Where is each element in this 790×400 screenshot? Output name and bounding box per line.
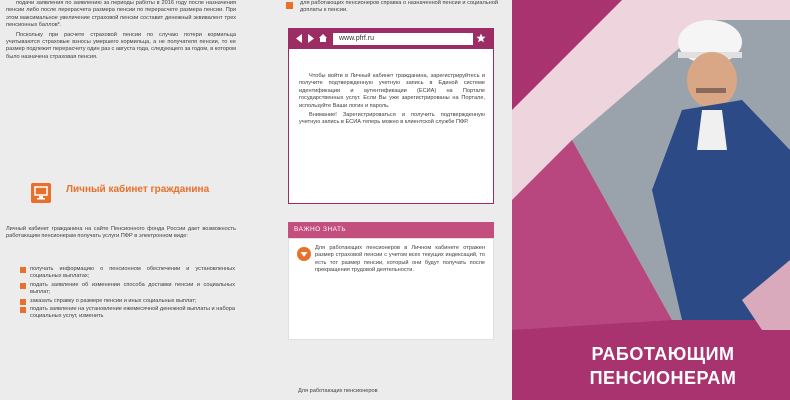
list-item-text: заказать справку о размере пенсии и иных социальных выплат; [30,297,197,304]
web-paragraph-1: Чтобы войти в Личный кабинет гражданина, зарегистрируйтесь и получите подтвержденную учетную запись в Единой системе идентификации и аутентификации (ЕСИА) на Портале государственных услуг. Если Вы уже зарегистрированы на Портале, используйте Ваши логин и пароль. [299,73,485,109]
url-field: www.pfrf.ru [333,33,473,45]
important-heading: ВАЖНО ЗНАТЬ [288,222,494,238]
personal-cabinet-icon [30,182,52,204]
intro-paragraph-1: подачи заявления по заявлению за периоды работы в 2016 году после назначения пенсии либо после перерасчета размера пенсии по перерасчете размера пенсии. При этом максимальное увеличение страховой пенсии составит денежный эквивалент трех пенсионных баллов*. [6,0,236,29]
back-arrow-icon [295,34,304,43]
section-paragraph: Личный кабинет гражданина на сайте Пенсионного фонда России дает возможность работающим пенсионерам получать услуги ПФР в электронном виде: [6,226,236,240]
important-text: Для работающих пенсионеров в Личном кабинете отражен размер страховой пенсии с учетом всех текущих индексаций, то есть тот размер пенсии, который они будут получать после прекращения трудовой деятельности. [315,245,485,274]
list-item [30,298,235,305]
bullet-icon [20,267,26,273]
cover-title-line-1: РАБОТАЮЩИМ [591,344,735,364]
web-paragraph-2: Внимание! Зарегистрироваться и получить подтвержденную учетную запись в ЕСИА теперь можно в клиентской службе ПФР. [299,112,485,126]
browser-content [299,73,485,129]
left-column [0,0,250,400]
list-item [30,306,235,321]
arrow-down-icon [297,247,311,261]
browser-window [288,28,494,204]
list-item-text: подать заявление об изменении способа доставки пенсии и социальных выплат; [30,281,235,296]
bottom-text: Для работающих пенсионеров [298,388,378,394]
top-note [288,0,498,15]
cover-artwork [512,0,790,400]
cover-title-line-2: ПЕНСИОНЕРАМ [589,368,737,388]
browser-toolbar [289,29,493,49]
bullet-icon [20,283,26,289]
intro-paragraph-2: Поскольку при расчете страховой пенсии по случаю потери кормильца учитываются страховые взносы умершего кормильца, а не получателя пенсии, то ее размер подлежит перерасчету один раз с августа года, следующего за годом, в котором было назначена страховая пенсия. [6,31,236,60]
bullet-icon [20,299,26,305]
intro-text [6,0,236,63]
services-list [30,266,235,322]
top-note-text: для работающих пенсионеров справка о назначенной пенсии и социальной доплаты к пенсии. [300,0,498,14]
star-icon [476,33,486,43]
list-item-text: подать заявление на установление ежемесячной денежной выплаты и набора социальных услуг, изменить [30,306,235,320]
important-box [288,238,494,340]
right-column [512,0,790,400]
list-item [30,282,235,297]
list-item [30,266,235,281]
forward-arrow-icon [306,34,315,43]
cover-title [548,342,778,390]
middle-column [258,0,510,400]
home-icon [318,33,328,43]
bullet-icon [20,307,26,313]
list-item-text: получать информацию о пенсионном обеспечении и установленных социальных выплатах; [30,266,235,280]
section-title: Личный кабинет гражданина [66,184,210,195]
